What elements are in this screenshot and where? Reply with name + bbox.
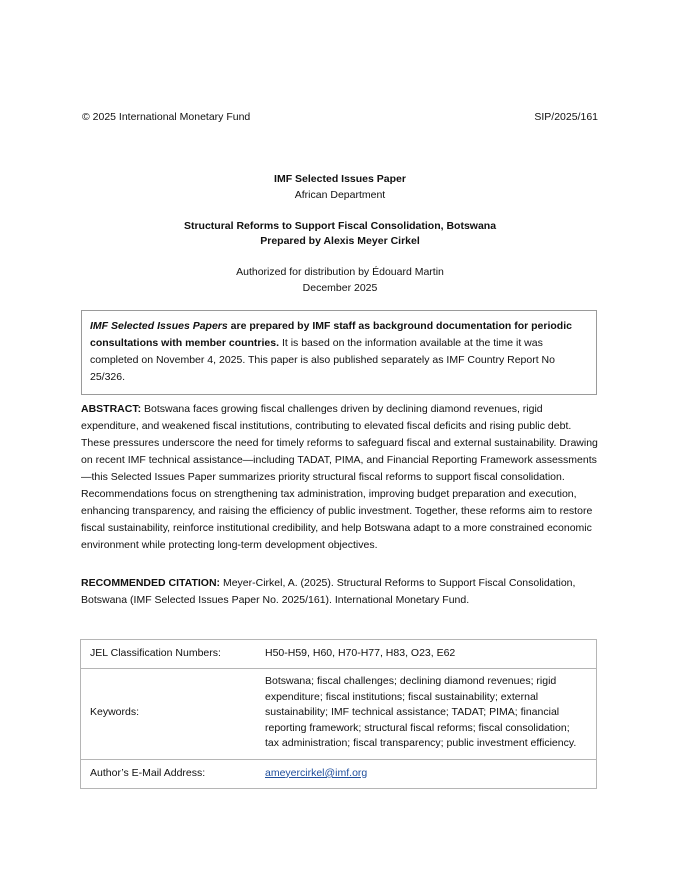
keywords-value: Botswana; fiscal challenges; declining diamond revenues; rigid expenditure; fiscal institutions; fiscal sustainability; external sustainability; IMF technical assistance; TADAT; PIMA; financial reporting framework; structural fiscal reforms; fiscal consolidation; tax administration; fiscal transparency; public investment efficiency. <box>265 669 597 760</box>
table-row <box>81 669 597 760</box>
notice-plain-text: It is based on the information available at the time it was completed on November 4, 2025. This paper is also published separately as IMF Country Report No 25/326. <box>90 337 555 383</box>
title-block <box>82 172 598 296</box>
notice-series-name: IMF Selected Issues Papers <box>90 320 228 332</box>
publication-date: December 2025 <box>302 281 378 294</box>
recommended-citation <box>81 575 601 609</box>
table-row <box>81 640 597 669</box>
series-title: IMF Selected Issues Paper <box>274 173 406 185</box>
disclaimer-box <box>81 310 597 395</box>
paper-number: SIP/2025/161 <box>534 111 598 123</box>
department: African Department <box>294 188 386 201</box>
authorized-by: Authorized for distribution by Édouard Martin <box>236 266 444 278</box>
abstract-text: Botswana faces growing fiscal challenges driven by declining diamond revenues, rigid expenditure, and weakened fiscal institutions, contributing to elevated fiscal deficits and rising public debt. These pressures underscore the need for timely reforms to safeguard fiscal and external sustainability. Drawing on recent IMF technical assistance—including TADAT, PIMA, and Financial Reporting Framework assessments—this Selected Issues Paper summarizes priority structural fiscal reforms to support fiscal consolidation. Recommendations focus on strengthening tax administration, improving budget preparation and execution, enhancing transparency, and raising the efficiency of public investment. Together, these reforms aim to restore fiscal sustainability, reinforce institutional credibility, and help Botswana adapt to a more constrained economic environment while protecting long-term development objectives. <box>81 403 598 551</box>
paper-title: Structural Reforms to Support Fiscal Consolidation, Botswana <box>183 219 497 232</box>
author-email-link[interactable]: ameyercirkel@imf.org <box>265 766 368 779</box>
abstract-label: ABSTRACT: <box>81 403 142 415</box>
prepared-by: Prepared by Alexis Meyer Cirkel <box>260 235 420 247</box>
citation-label: RECOMMENDED CITATION: <box>81 577 221 589</box>
email-label: Author’s E-Mail Address: <box>81 759 266 788</box>
jel-label: JEL Classification Numbers: <box>81 640 266 669</box>
email-cell <box>265 759 597 788</box>
copyright-notice: © 2025 International Monetary Fund <box>82 111 251 123</box>
notice-bold-text: are prepared by IMF staff as background documentation for periodic consultations with member countries. <box>90 320 572 349</box>
table-row <box>81 759 597 788</box>
metadata-table <box>80 639 597 789</box>
jel-value: H50-H59, H60, H70-H77, H83, O23, E62 <box>265 640 597 669</box>
keywords-label: Keywords: <box>81 669 266 760</box>
abstract <box>81 401 601 554</box>
citation-text: Meyer-Cirkel, A. (2025). Structural Reforms to Support Fiscal Consolidation, Botswana (IMF Selected Issues Paper No. 2025/161). International Monetary Fund. <box>81 577 576 606</box>
